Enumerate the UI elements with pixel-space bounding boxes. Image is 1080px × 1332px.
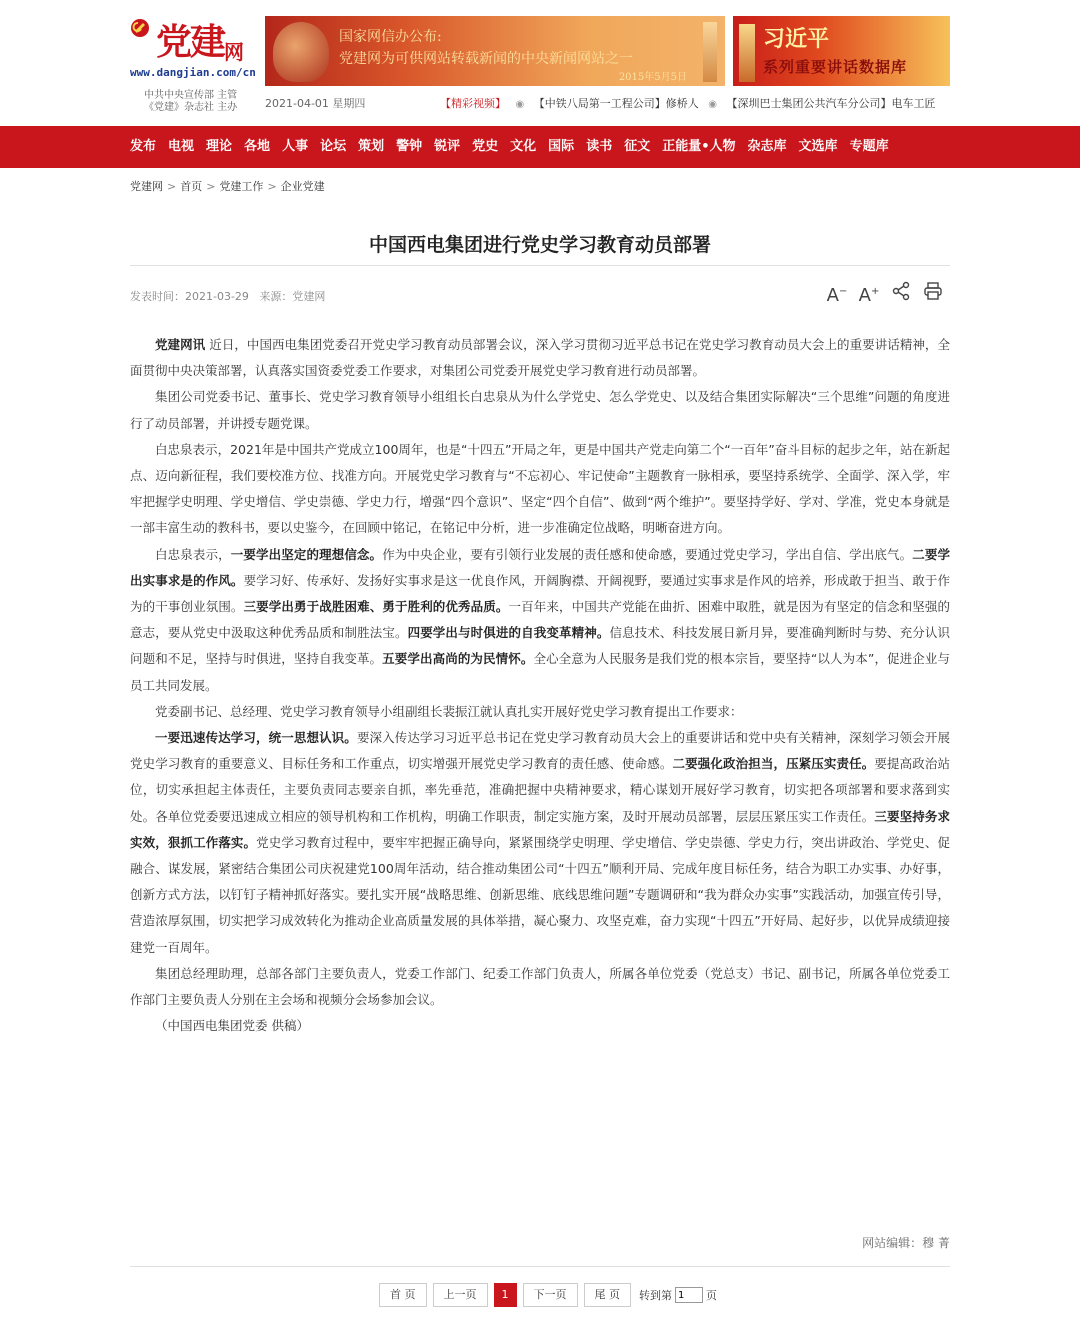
article-tools bbox=[826, 281, 954, 306]
nav-item-zhengwen[interactable]: 征文 bbox=[624, 139, 651, 154]
emphasis-text: 一要迅速传达学习，统一思想认识。 bbox=[155, 730, 357, 746]
nav-item-dianshi[interactable]: 电视 bbox=[168, 139, 195, 154]
news-link-railway[interactable]: 【中铁八局第一工程公司】修桥人 bbox=[533, 97, 699, 110]
nav-item-wenxuanku[interactable]: 文选库 bbox=[798, 139, 838, 154]
breadcrumb-enterprise[interactable]: 企业党建 bbox=[280, 180, 325, 193]
emphasis-text: 党建网讯 bbox=[155, 337, 206, 352]
breadcrumb-home-site[interactable]: 党建网 bbox=[130, 180, 163, 193]
article-title: 中国西电集团进行党史学习教育动员部署 bbox=[368, 234, 711, 256]
main-nav bbox=[0, 126, 1080, 168]
nav-item-renshi[interactable]: 人事 bbox=[282, 139, 309, 154]
nav-item-jingzhong[interactable]: 警钟 bbox=[396, 139, 423, 154]
nav-item-lilun[interactable]: 理论 bbox=[206, 139, 233, 154]
nav-item-cehua[interactable]: 策划 bbox=[358, 139, 385, 154]
paragraph-text: 党委副书记、总经理、党史学习教育领导小组副组长裴振江就认真扎实开展好党史学习教育提出工作要求： bbox=[155, 703, 743, 719]
article-body bbox=[130, 332, 950, 1039]
site-logo[interactable] bbox=[130, 14, 256, 113]
banner1-date: 2015年5月5日 bbox=[618, 72, 687, 83]
banner2-subtitle: 系列重要讲话数据库 bbox=[763, 58, 908, 76]
first-page-button[interactable]: 首 页 bbox=[379, 1283, 427, 1307]
paragraph-text: 党史学习教育过程中，要牢牢把握正确导向，紧紧围绕学史明理、学史增信、学史崇德、学史力行，突出讲政治、学党史、促融合、谋发展，紧密结合集团公司庆祝建党100周年活动，结合推动集团公司“十四五”顺利开局、完成年度目标任务，结合为职工办实事、办好事，创新方式方法，以钉钉子精神抓好落实。要扎实开展“战略思维、创新思维、底线思维问题”专题调研和“我为群众办实事”实践活动，加强宣传引导，营造浓厚氛围，切实把学习成效转化为推动企业高质量发展的具体举措，凝心聚力、攻坚克难，奋力实现“十四五”开好局、起好步，以优异成绩迎接建党一百周年。 bbox=[130, 834, 950, 955]
goto-page-input[interactable] bbox=[675, 1287, 703, 1303]
news-link-video[interactable]: 【精彩视频】 bbox=[440, 97, 506, 110]
site-editor: 网站编辑：穆 菁 bbox=[862, 1236, 950, 1250]
breadcrumb-party-work[interactable]: 党建工作 bbox=[219, 180, 264, 193]
article-source: 来源：党建网 bbox=[259, 290, 326, 303]
news-link-bus[interactable]: 【深圳巴士集团公共汽车分公司】电车工匠 bbox=[726, 97, 936, 110]
monument-image bbox=[703, 22, 717, 82]
paragraph-text: 要学习好、传承好、发扬好实事求是这一优良作风，开阔胸襟、开阔视野，要通过实事求是作风的培养，形成敢于担当、敢于作为的干事创业氛围。 bbox=[130, 572, 950, 615]
paragraph-text: 白忠泉表示， bbox=[155, 546, 231, 562]
article-paragraph bbox=[130, 699, 950, 725]
paragraph-text: 信息技术、科技发展日新月异，要准确判断时与势、充分认识问题和不足，坚持与时俱进，坚持自我变革。 bbox=[130, 625, 950, 667]
nav-item-wenhua[interactable]: 文化 bbox=[510, 139, 537, 154]
current-page-button[interactable]: 1 bbox=[494, 1283, 517, 1307]
nav-item-zhuantiku[interactable]: 专题库 bbox=[849, 139, 889, 154]
page-suffix: 页 bbox=[706, 1289, 717, 1302]
logo-title: 党建 bbox=[156, 21, 225, 63]
lion-statue-image bbox=[273, 22, 329, 82]
nav-item-zhengnengliang[interactable]: 正能量•人物 bbox=[662, 139, 736, 154]
emphasis-text: 二要学出实事求是的作风。 bbox=[130, 546, 950, 588]
font-increase-icon[interactable]: A+ bbox=[858, 285, 880, 306]
title-divider bbox=[130, 265, 950, 266]
current-date: 2021-04-01 星期四 bbox=[265, 97, 366, 110]
paragraph-text: 要深入传达学习习近平总书记在党史学习教育动员大会上的重要讲话和党中央有关精神，深刻学习领会开展党史学习教育的重要意义、目标任务和工作重点，切实增强开展党史学习教育的责任感、使命感。 bbox=[130, 730, 950, 772]
paragraph-text: 一百年来，中国共产党能在曲折、困难中取胜，就是因为有坚定的信念和坚强的意志，要从党史中汲取这种优秀品质和制胜法宝。 bbox=[130, 599, 950, 641]
breadcrumb-homepage[interactable]: 首页 bbox=[180, 180, 203, 193]
logo-net: 网 bbox=[224, 40, 244, 64]
paragraph-text: 集团公司党委书记、董事长、党史学习教育领导小组组长白忠泉从为什么学党史、怎么学党史、以及结合集团实际解决“三个思维”问题的角度进行了动员部署，并讲授专题党课。 bbox=[130, 389, 950, 431]
paragraph-text: （中国西电集团党委 供稿） bbox=[155, 1018, 309, 1034]
article-paragraph bbox=[130, 332, 950, 384]
nav-item-gedi[interactable]: 各地 bbox=[244, 139, 271, 154]
play-circle-icon: ◉ bbox=[515, 99, 525, 110]
print-icon[interactable] bbox=[922, 281, 944, 303]
last-page-button[interactable]: 尾 页 bbox=[584, 1283, 632, 1307]
emphasis-text: 五要学出高尚的为民情怀。 bbox=[382, 651, 534, 667]
banner2-title: 习近平 bbox=[763, 26, 830, 52]
share-icon[interactable] bbox=[890, 281, 912, 303]
goto-label: 转到第 bbox=[639, 1289, 672, 1302]
nav-item-zazhiku[interactable]: 杂志库 bbox=[747, 139, 787, 154]
emphasis-text: 三要坚持务求实效，狠抓工作落实。 bbox=[130, 808, 950, 850]
next-page-button[interactable]: 下一页 bbox=[523, 1283, 578, 1307]
article-paragraph bbox=[130, 725, 950, 961]
emphasis-text: 一要学出坚定的理想信念。 bbox=[230, 546, 383, 562]
paragraph-text: 作为中央企业，要有引领行业发展的责任感和使命感，要通过党史学习，学出自信、学出底气。 bbox=[382, 546, 913, 562]
logo-url: www.dangjian.com/cn bbox=[130, 66, 256, 79]
logo-sub-host: 《党建》杂志社 主办 bbox=[144, 102, 238, 113]
paragraph-text: 白忠泉表示，2021年是中国共产党成立100周年，也是“十四五”开局之年，更是中国共产党走向第二个“一百年”奋斗目标的起步之年，站在新起点、迈向新征程，我们要校准方位、找准方向。开展党史学习教育与“不忘初心、牢记使命”主题教育一脉相承，要坚持系统学、全面学、深入学，牢牢把握学史明理、学史增信、学史崇德、学史力行，增强“四个意识”、坚定“四个自信”、做到“两个维护”。要坚持学好、学对、学准，党史本身就是一部丰富生动的教科书，要以史鉴今，在回顾中铭记，在铭记中分析，进一步准确定位战略，明晰奋进方向。 bbox=[130, 441, 950, 536]
prev-page-button[interactable]: 上一页 bbox=[433, 1283, 488, 1307]
banner1-line2: 党建网为可供网站转载新闻的中央新闻网站之一 bbox=[339, 51, 633, 67]
banner1-line1: 国家网信办公布: bbox=[339, 29, 442, 45]
article-paragraph bbox=[130, 542, 950, 699]
paragraph-text: 集团总经理助理，总部各部门主要负责人，党委工作部门、纪委工作部门负责人，所属各单位党委（党总支）书记、副书记，所属各单位党委工作部门主要负责人分别在主会场和视频分会场参加会议。 bbox=[130, 965, 950, 1008]
article-paragraph bbox=[130, 961, 950, 1013]
paragraph-text: 全心全意为人民服务是我们党的根本宗旨，要坚持“以人为本”，促进企业与员工共同发展。 bbox=[130, 651, 950, 693]
emphasis-text: 三要学出勇于战胜困难、勇于胜利的优秀品质。 bbox=[243, 599, 509, 615]
nav-item-fabu[interactable]: 发布 bbox=[130, 139, 157, 154]
nav-item-guoji[interactable]: 国际 bbox=[548, 139, 575, 154]
nav-item-dangshi[interactable]: 党史 bbox=[472, 139, 499, 154]
nav-item-luntan[interactable]: 论坛 bbox=[320, 139, 347, 154]
article-paragraph bbox=[130, 1013, 950, 1039]
article-meta bbox=[130, 288, 325, 304]
pillar-image bbox=[739, 24, 755, 82]
nav-item-ruiping[interactable]: 锐评 bbox=[434, 139, 461, 154]
play-circle-icon: ◉ bbox=[708, 99, 717, 110]
news-ticker bbox=[440, 95, 935, 111]
banner-xi-speech-database[interactable] bbox=[733, 16, 950, 86]
nav-item-dushu[interactable]: 读书 bbox=[586, 139, 613, 154]
article-paragraph bbox=[130, 437, 950, 542]
emphasis-text: 四要学出与时俱进的自我变革精神。 bbox=[407, 625, 610, 641]
emphasis-text: 二要强化政治担当，压紧压实责任。 bbox=[672, 756, 875, 772]
banner-cac-announcement[interactable] bbox=[265, 16, 725, 86]
publish-time: 发表时间：2021-03-29 bbox=[130, 290, 249, 303]
paragraph-text: 近日，中国西电集团党委召开党史学习教育动员部署会议，深入学习贯彻习近平总书记在党史学习教育动员大会上的重要讲话精神，全面贯彻中央决策部署，认真落实国资委党委工作要求，对集团公司党委开展党史学习教育进行动员部署。 bbox=[130, 337, 950, 379]
breadcrumb: 党建网 > 首页 > 党建工作 > 企业党建 bbox=[130, 180, 325, 193]
article-paragraph bbox=[130, 384, 950, 436]
pagination bbox=[379, 1283, 717, 1307]
footer-divider bbox=[130, 1266, 950, 1267]
logo-sub-sponsor: 中共中央宣传部 主管 bbox=[144, 90, 238, 101]
font-decrease-icon[interactable]: A− bbox=[826, 285, 848, 306]
party-emblem-icon bbox=[130, 18, 150, 38]
paragraph-text: 要提高政治站位，切实承担起主体责任，主要负责同志要亲自抓，率先垂范，准确把握中央精神要求，精心谋划开展好学习教育，切实把各项部署和要求落到实处。各单位党委要迅速成立相应的领导机构和工作机构，明确工作职责，制定实施方案，及时开展动员部署，层层压紧压实工作责任。 bbox=[130, 756, 950, 824]
